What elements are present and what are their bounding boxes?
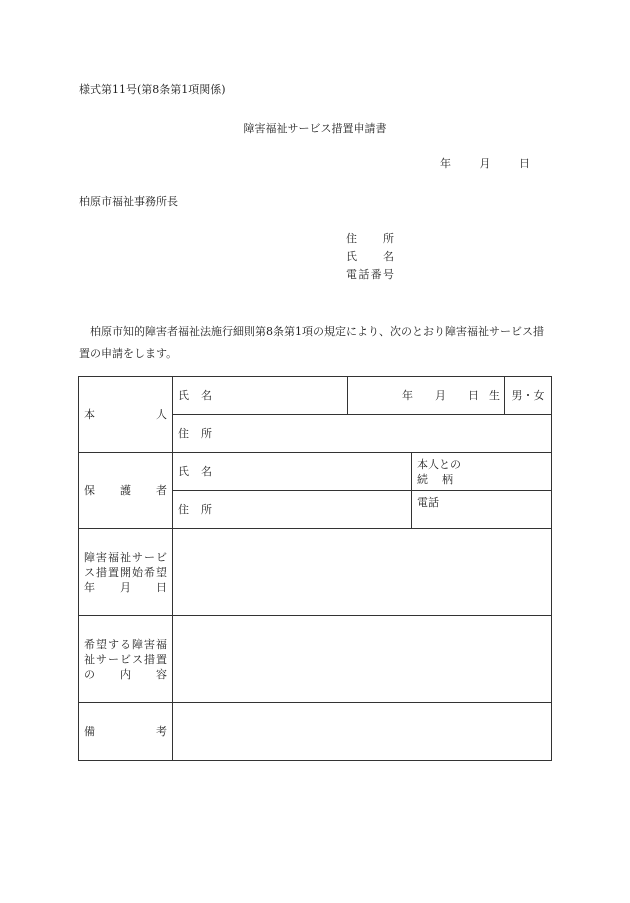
addressee: 柏原市福祉事務所長 <box>79 195 178 208</box>
person-address-label: 住 <box>178 427 189 440</box>
person-name-field[interactable] <box>173 377 348 415</box>
person-sex-field[interactable]: 男・女 <box>505 377 552 415</box>
applicant-phone-label: 電話番号 <box>346 268 394 281</box>
dob-month-label: 月 <box>435 389 446 402</box>
guardian-name-label-2: 名 <box>201 465 212 478</box>
applicant-address-label: 住 所 <box>346 232 394 245</box>
applicant-name-label: 氏 名 <box>346 250 394 263</box>
guardian-name-row <box>79 453 552 491</box>
person-label: 本 人 <box>79 377 173 453</box>
start-date-label-line3: 年 月 日 <box>84 580 167 594</box>
start-date-label <box>79 529 173 616</box>
person-birthdate-field[interactable] <box>348 377 505 415</box>
dob-day-label: 日 <box>468 389 479 402</box>
desired-service-label <box>79 616 173 703</box>
guardian-address-label: 住 <box>178 503 189 516</box>
start-date-row <box>79 529 552 616</box>
desired-service-label-line3: の 内 容 <box>84 667 167 681</box>
applicant-address-row <box>346 230 394 246</box>
desired-service-label-line1: 希望する障害福 <box>84 637 167 651</box>
desired-service-row <box>79 616 552 703</box>
date-year-label: 年 <box>440 157 451 170</box>
start-date-field[interactable] <box>173 529 552 616</box>
applicant-name-row <box>346 248 394 264</box>
document-title: 障害福祉サービス措置申請書 <box>243 122 387 135</box>
person-name-label: 氏 <box>178 389 189 402</box>
guardian-relation-field[interactable] <box>412 453 552 491</box>
application-date <box>440 155 530 171</box>
guardian-name-field[interactable] <box>173 453 412 491</box>
person-address-label-2: 所 <box>201 427 212 440</box>
application-table <box>78 376 552 761</box>
guardian-address-field[interactable] <box>173 491 412 529</box>
guardian-phone-field[interactable] <box>412 491 552 529</box>
person-name-row <box>79 377 552 415</box>
relation-label-line1: 本人との <box>417 457 461 471</box>
start-date-label-line2: ス措置開始希望 <box>84 565 167 579</box>
guardian-phone-label: 電話 <box>417 496 439 509</box>
desired-service-label-line2: 祉サービス措置 <box>84 652 167 666</box>
statement-text: 柏原市知的障害者福祉法施行細則第8条第1項の規定により、次のとおり障害福祉サービス措置の申請をします。 <box>79 325 544 360</box>
desired-service-field[interactable] <box>173 616 552 703</box>
start-date-label-line1: 障害福祉サービ <box>84 550 167 564</box>
date-day-label: 日 <box>519 157 530 170</box>
person-address-field[interactable] <box>173 415 552 453</box>
date-month-label: 月 <box>479 157 491 170</box>
guardian-label: 保 護 者 <box>79 453 173 529</box>
remarks-row <box>79 703 552 761</box>
relation-label-line2: 続 柄 <box>417 472 453 486</box>
remarks-label: 備 考 <box>79 703 173 761</box>
dob-year-label: 年 <box>402 389 413 402</box>
form-number: 様式第11号(第8条第1項関係) <box>79 83 226 96</box>
applicant-phone-row <box>346 266 394 282</box>
guardian-address-label-2: 所 <box>201 503 212 516</box>
person-name-label-2: 名 <box>201 389 212 402</box>
dob-birth-label: 生 <box>489 389 500 402</box>
remarks-field[interactable] <box>173 703 552 761</box>
guardian-name-label: 氏 <box>178 465 189 478</box>
